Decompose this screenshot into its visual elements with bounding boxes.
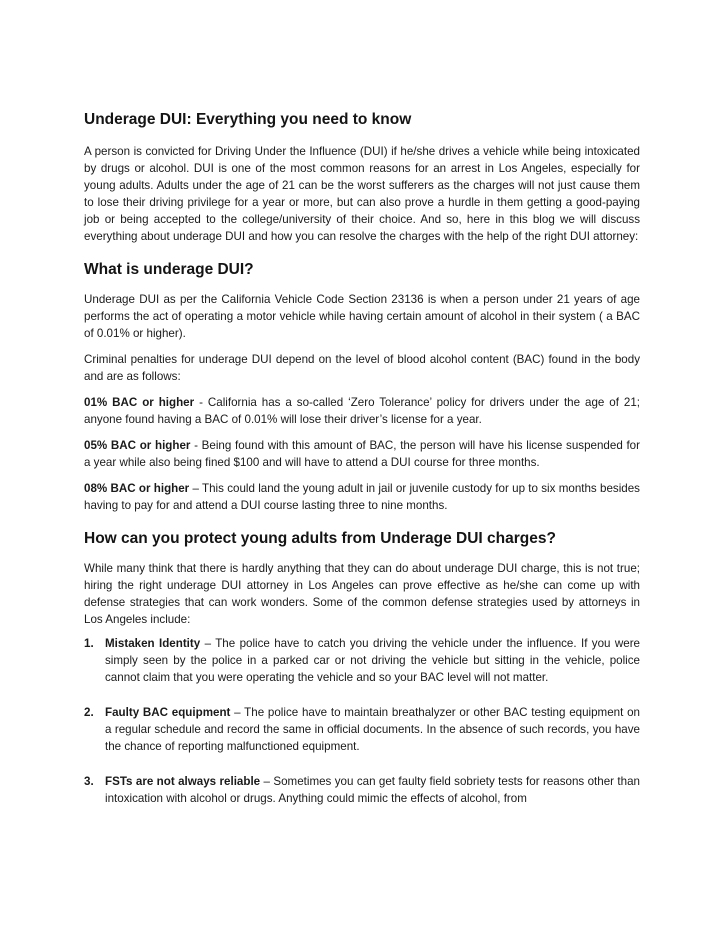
list-item-text: – The police have to maintain breathalyzer or other BAC testing equipment on a regular schedule and record the same in official documents. In the absence of such records, you have the chance of reporting malfunctioned equipment. xyxy=(105,706,640,753)
document-body xyxy=(84,110,640,825)
penalty-paragraph xyxy=(84,437,640,471)
section-heading-protect: How can you protect young adults from Underage DUI charges? xyxy=(84,530,556,547)
list-item-label: Mistaken Identity xyxy=(105,637,201,650)
document-title: Underage DUI: Everything you need to know xyxy=(84,111,412,128)
list-item-number: 2. xyxy=(84,706,94,719)
list-item-label: FSTs are not always reliable xyxy=(105,775,261,788)
penalty-label: 05% BAC or higher xyxy=(84,439,191,452)
definition-paragraph: Underage DUI as per the California Vehicle Code Section 23136 is when a person under 21 years of age performs the act of operating a motor vehicle while having certain amount of alcohol in their system ( a BAC of 0.01% or higher). xyxy=(84,293,640,340)
penalty-label: 08% BAC or higher xyxy=(84,482,190,495)
list-item-label: Faulty BAC equipment xyxy=(105,706,231,719)
list-item-number: 1. xyxy=(84,637,94,650)
list-item xyxy=(84,704,640,755)
list-item-text: – The police have to catch you driving the vehicle under the influence. If you were simply seen by the police in a parked car or not driving the vehicle but sitting in the vehicle, police cannot claim that you were operating the vehicle and so your BAC level will not matter. xyxy=(105,637,640,684)
penalties-intro-paragraph: Criminal penalties for underage DUI depend on the level of blood alcohol content (BAC) found in the body and are as follows: xyxy=(84,353,640,383)
list-item-number: 3. xyxy=(84,775,94,788)
penalty-text: - Being found with this amount of BAC, the person will have his license suspended for a year while also being fined $100 and will have to attend a DUI course for three months. xyxy=(84,439,640,469)
list-item xyxy=(84,635,640,686)
penalty-label: 01% BAC or higher xyxy=(84,396,195,409)
section-heading-what-is: What is underage DUI? xyxy=(84,261,254,278)
intro-paragraph: A person is convicted for Driving Under the Influence (DUI) if he/she drives a vehicle while being intoxicated by drugs or alcohol. DUI is one of the most common reasons for an arrest in Los Angeles, especially for young adults. Adults under the age of 21 can be the worst sufferers as the charges will not just cause them to lose their driving privilege for a year or more, but can also prove a hurdle in them getting a good-paying job or being accepted to the college/university of their choice. And so, here in this blog we will discuss everything about underage DUI and how you can resolve the charges with the help of the right DUI attorney: xyxy=(84,145,640,243)
penalty-text: - California has a so-called ‘Zero Tolerance’ policy for drivers under the age of 21; anyone found having a BAC of 0.01% will lose their driver’s license for a year. xyxy=(84,396,640,426)
list-item-text: – Sometimes you can get faulty field sobriety tests for reasons other than intoxication with alcohol or drugs. Anything could mimic the effects of alcohol, from xyxy=(105,775,640,805)
defense-intro-paragraph: While many think that there is hardly anything that they can do about underage DUI charge, this is not true; hiring the right underage DUI attorney in Los Angeles can prove effective as he/she can come up with defense strategies that can work wonders. Some of the common defense strategies used by attorneys in Los Angeles include: xyxy=(84,562,640,626)
defense-strategies-list xyxy=(84,635,640,807)
penalty-paragraph xyxy=(84,394,640,428)
penalty-text: – This could land the young adult in jail or juvenile custody for up to six months besides having to pay for and attend a DUI course lasting three to nine months. xyxy=(84,482,640,512)
penalty-paragraph xyxy=(84,480,640,514)
list-item xyxy=(84,773,640,807)
